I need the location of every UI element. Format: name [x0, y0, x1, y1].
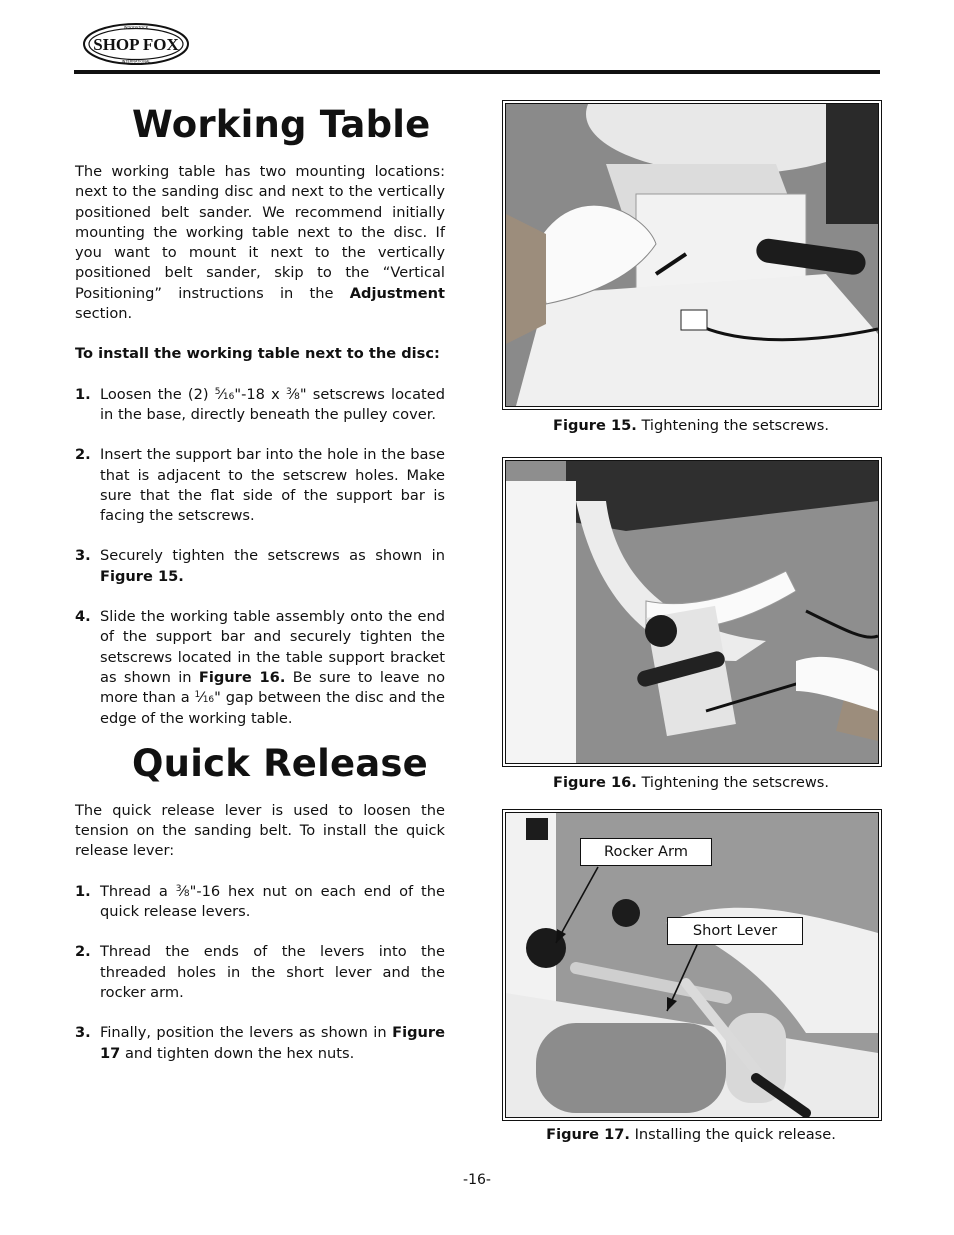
page-number: -16- [463, 1172, 491, 1188]
shop-fox-logo [82, 22, 190, 66]
working-table-step-2: 2. Insert the support bar into the hole in the base that is adjacent to the setscrew holes. Make sure that the flat side of the support bar is facing the setscrews. [75, 446, 445, 525]
quick-release-step-1: 1. Thread a $^3$⁄8"-16 hex nut on each end of the quick release levers. [75, 882, 445, 921]
figure-17-caption: Figure 17. Installing the quick release. [546, 1126, 836, 1143]
left-column [75, 100, 445, 1064]
quick-release-step-3: 3. Finally, position the levers as shown in Figure 17 and tighten down the hex nuts. [75, 1024, 445, 1062]
figure-15-caption: Figure 15. Tightening the setscrews. [552, 417, 830, 434]
figure-16-photo [502, 457, 882, 767]
working-table-step-3: 3. Securely tighten the setscrews as shown in Figure 15. [75, 547, 445, 585]
quick-release-intro: The quick release lever is used to loosen the tension on the sanding belt. To install the quick release lever: [75, 801, 445, 860]
working-table-step-1: 1. Loosen the (2) $^5$⁄16"-18 x $^3$⁄8" setscrews located in the base, directly beneath the pulley cover. [75, 385, 445, 423]
figure-16-caption: Figure 16. Tightening the setscrews. [552, 774, 830, 791]
svg-text:SHOP FOX: SHOP FOX [93, 35, 179, 54]
svg-text:INTERNATIONAL: INTERNATIONAL [121, 59, 151, 64]
callout-rocker-arm: Rocker Arm [580, 838, 712, 866]
section-title-working-table: Working Table [132, 103, 431, 146]
header-rule [74, 70, 880, 74]
svg-text:WOODSTOCK: WOODSTOCK [123, 25, 149, 30]
figure-15-photo [502, 100, 882, 410]
working-table-subhead: To install the working table next to the disc: [75, 345, 440, 363]
working-table-intro: The working table has two mounting locations: next to the sanding disc and next to the vertically positioned belt sander. We recommend initially mounting the working table next to the disc. If you want to mount it next to the vertically positioned belt sander, skip to the “Vertical Positioning” instructions in the Adjustment section. [75, 163, 445, 323]
section-title-quick-release: Quick Release [132, 741, 428, 785]
working-table-step-4: 4. Slide the working table assembly onto the end of the support bar and securely tighten the setscrews located in the table support bracket as shown in Figure 16. Be sure to leave no more than a $^1$⁄16" gap between the disc and the edge of the working table. [75, 608, 446, 727]
quick-release-step-2: 2. Thread the ends of the levers into the threaded holes in the short lever and the rocker arm. [75, 943, 445, 1001]
callout-short-lever: Short Lever [667, 917, 803, 945]
